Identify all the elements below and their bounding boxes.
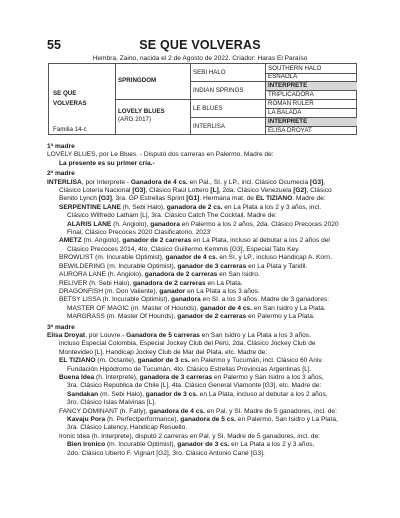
text-line: Final, Clásico Precoces 2020 Clasificatorio. 2023'	[67, 229, 212, 237]
pedigree-table	[48, 63, 357, 135]
horse-info: Hembra, Zaino, nacida el 2 de Agosto de 2022. Criador: Haras El Paraíso	[92, 55, 308, 62]
pedigree-ddd: ELISA DROYAT	[268, 127, 312, 134]
pedigree-sss: SOUTHERN HALO	[268, 64, 322, 72]
text-line: 3ra. Clásico Latency, Handicap Resuello.	[67, 424, 188, 432]
first-dam-line: LOVELY BLUES, por Le Blues. - Disputó dos carreras en Palermo. Madre de:	[47, 151, 274, 159]
second-dam-title: 2ª madre	[47, 170, 75, 178]
produce-line: FANCY DOMINANT (h. Fatly), ganadora de 4 cs. en Pal. y SI. Madre de 5 ganadores, incl. de:	[59, 407, 337, 415]
dam-lines	[47, 141, 365, 458]
pedigree-sdd: TRIPLICADORA	[268, 91, 314, 98]
third-dam-line: Elisa Droyat, por Louvre.- Ganadora de 5 carreras en San Isidro y La Plata a los 3 años,	[47, 331, 311, 339]
lot-number: 55	[47, 38, 61, 52]
first-dam-title: 1ª madre	[47, 143, 75, 150]
pedigree-sds: INTERPRETE	[266, 82, 357, 90]
text-line: 3ro. Clásico Islas Malvinas [L].	[67, 399, 157, 407]
third-dam-title: 3ª madre	[47, 323, 75, 331]
pedigree-dam-sire: LE BLUES	[193, 104, 223, 112]
pedigree-dss: ROMAN RULER	[268, 100, 314, 107]
text-line: Fundación Hipódromo de Tucumán, 4to. Clásico Estrellas Provincias Argentinas [L].	[67, 365, 312, 373]
pedigree-dam: LOVELY BLUES	[118, 108, 165, 115]
text-line: Montevideo [L], Handicap Jockey Club de Mar del Plata, etc. Madre de:	[59, 348, 268, 356]
produce-line: BETSY LISSA (h. Incurable Optimist), ganadora en SI. a los 3 años. Madre de 3 ganadores:	[59, 296, 330, 304]
second-dam-line: INTERLISA, por Interprete - Ganadora de 4 cs. en Pal., SI. y LP., incl. Clásico Ocumecia [G3],	[47, 178, 326, 186]
text-line: Benito Lynch [G3], 3ra. GP Estrellas Sprint [G1]. Hermana mat. de EL TIZIANO. Madre de:	[59, 195, 326, 203]
produce-line: MASTER OF MAGIC (m. Master of Hounds), ganador de 4 cs. en San Isidro y La Plata.	[67, 304, 326, 312]
produce-line: BROWLIST (m. Incurable Optimist), ganador de 4 cs. en SI. y LP., incluso Handicap A. Korn.	[59, 254, 332, 262]
produce-line: EL TIZIANO (m. Octante), ganador de 3 cs. en Palermo y Tucumán, incl. Clásico 60 Aniv.	[59, 357, 323, 365]
horse-name: SE QUE VOLVERAS	[139, 38, 261, 52]
produce-line: BEWILDERING (m. Incurable Optimist), ganador de 3 carreras en La Plata y Tandil.	[59, 262, 308, 270]
produce-line: RELIVER (h. Sebi Halo), ganadora de 2 carreras en La Plata.	[59, 279, 243, 287]
pedigree-dds: INTERPRETE	[266, 118, 357, 126]
text-line: Clásico Wilfredo Latham [L], 3ra. Clásico Catch The Cocktail. Madre de:	[67, 212, 277, 220]
produce-line: AURORA LANE (h. Angiolo), ganadora de 2 carreras en San Isidro.	[59, 271, 260, 279]
produce-line: DRAGONFISH (m. Don Valiente), ganador en La Plata a los 3 años.	[59, 287, 260, 295]
first-dam-produce: La presente es su primer cría.-	[59, 159, 155, 167]
pedigree-sire-dam: INDIAN SPRINGS	[193, 86, 244, 94]
pedigree-sire: SPRINGDOM	[118, 77, 157, 84]
pedigree-subject-line1: SE QUE	[53, 90, 77, 97]
text-line: 2do. Clásico Uberto F. Vignart [G2], 3ro. Clásico Antonio Cané [G3].	[67, 449, 265, 457]
pedigree-dam-year: (ARG 2017)	[118, 116, 152, 123]
text-line: 3ra. Clásico República de Chile [L], 4ta. Clásico General Viamonte [G3], etc. Madre de:	[67, 382, 322, 390]
pedigree-subject-line2: VOLVERAS	[53, 100, 87, 107]
pedigree-dam-dam: INTERLISA	[193, 122, 225, 130]
produce-line: Kavaju Pora (h. Perfectperformance), ganadora de 5 cs. en Palermo, San Isidro y La Plata,	[67, 416, 338, 423]
produce-line: ALARIS LANE (h. Angiolo), ganadora en Palermo a los 2 años, 2da. Clásico Precoces 2020	[67, 220, 339, 228]
produce-line: AMETZ (m. Angiolo), ganador de 2 carreras en La Plata, incluso al debutar a los 2 años del	[59, 237, 330, 245]
produce-line: MARGRASS (m. Master Of Hounds), ganador de 2 carreras en Palermo y La Plata.	[67, 313, 315, 321]
pedigree-sire-sire: SEBI HALO	[193, 69, 226, 76]
pedigree-family: Familia 14-c	[53, 126, 87, 133]
produce-line: Sandakan (m. Sebi Halo), ganador de 3 cs. en La Plata, incluso al debutar a los 2 años,	[67, 390, 328, 398]
text-line: incluso Especial Colombia, Especial Jockey Club del Perú, 2da. Clásico Jockey Club de	[59, 340, 316, 348]
text-line: Clásico Precoces 2014, 4to. Clásico Guillermo Kemmis [G3], Especial Tato Key.	[67, 245, 300, 253]
pedigree-ssd: ESNAOLA	[268, 73, 298, 80]
pedigree-dsd: LA BALADA	[268, 109, 302, 116]
produce-line: Bien Ironico (m. Incurable Optimist), ganador de 3 cs. en La Plata a los 2 y 3 años,	[67, 441, 315, 449]
produce-line: SERPENTINE LANE (h. Sebi Halo), ganadora de 2 cs. en La Plata a los 2 y 3 años, incl.	[59, 203, 322, 211]
produce-line: Buena Idea (h. Interprete), ganadora de 3 carreras en Palermo y San Isidro a los 3 años,	[59, 373, 324, 381]
text-line: Ironic Idea (h. Interprete), disputó 2 carreras en Pal. y SI. Madre de 5 ganadores, incl. de:	[59, 432, 320, 440]
text-line: Clásico Lotería Nacional [G3], Clásico Raúl Lottero [L], 2da. Clásico Venezuela [G2], Clásico	[59, 187, 332, 195]
